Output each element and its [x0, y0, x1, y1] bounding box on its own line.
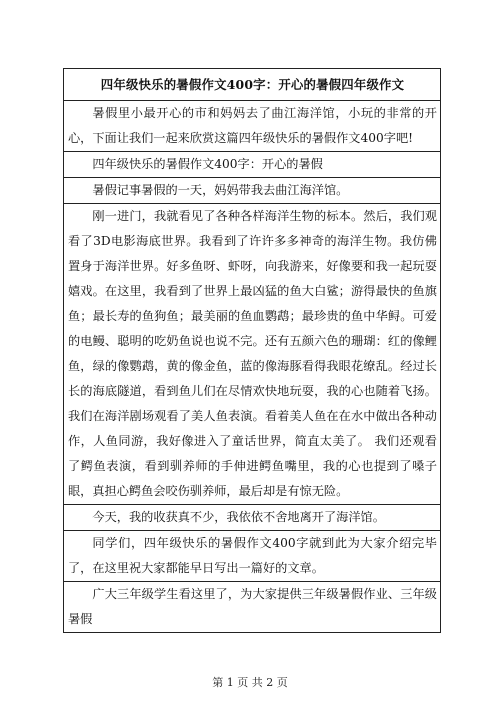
title-row	[64, 69, 441, 101]
paragraph-row	[64, 178, 441, 204]
essay-table	[63, 68, 441, 633]
paragraph-row	[64, 505, 441, 531]
paragraph-row	[64, 531, 441, 582]
opening-paragraph: 暑假记事暑假的一天，妈妈带我去曲江海洋馆。	[64, 178, 441, 204]
paragraph-row	[64, 101, 441, 152]
closing-paragraph: 今天，我的收获真不少，我依依不舍地离开了海洋馆。	[64, 505, 441, 531]
body-paragraph: 刚一进门，我就看见了各种各样海洋生物的标本。然后，我们观看了3D电影海底世界。我看到了许许多多神奇的海洋生物。我仿佛置身于海洋世界。好多鱼呀、虾呀，向我游来，好像要和我一起玩耍嬉戏。在这里，我看到了世界上最凶猛的鱼大白鲨；游得最快的鱼旗鱼；最长寿的鱼狗鱼；最美丽的鱼血鹦鹉；最珍贵的鱼中华鲟。可爱的电鳗、聪明的吃奶鱼说也说不完。还有五颜六色的珊瑚：红的像鲤鱼，绿的像鹦鹉，黄的像金鱼，蓝的像海豚看得我眼花缭乱。经过长长的海底隧道，看到鱼儿们在尽情欢快地玩耍，我的心也随着飞扬。 我们在海洋剧场观看了美人鱼表演。看着美人鱼在在水中做出各种动作，人鱼同游，我好像进入了童话世界，简直太美了。 我们还观看了鳄鱼表演，看到驯养师的手伸进鳄鱼嘴里，我的心也提到了嗓子眼，真担心鳄鱼会咬伤驯养师，最后却是有惊无险。	[64, 204, 441, 505]
essay-title: 四年级快乐的暑假作文400字：开心的暑假四年级作文	[64, 69, 441, 101]
continuation-paragraph: 广大三年级学生看这里了，为大家提供三年级暑假作业、三年级暑假	[64, 582, 441, 633]
intro-paragraph: 暑假里小最开心的市和妈妈去了曲江海洋馆，小玩的非常的开心，下面让我们一起来欣赏这篇四年级快乐的暑假作文400字吧!	[64, 101, 441, 152]
subtitle-paragraph: 四年级快乐的暑假作文400字：开心的暑假	[64, 152, 441, 178]
paragraph-row	[64, 204, 441, 505]
summary-paragraph: 同学们，四年级快乐的暑假作文400字就到此为大家介绍完毕了，在这里祝大家都能早日写出一篇好的文章。	[64, 531, 441, 582]
paragraph-row	[64, 582, 441, 633]
paragraph-row	[64, 152, 441, 178]
page-number-footer: 第 1 页 共 2 页	[212, 676, 288, 689]
